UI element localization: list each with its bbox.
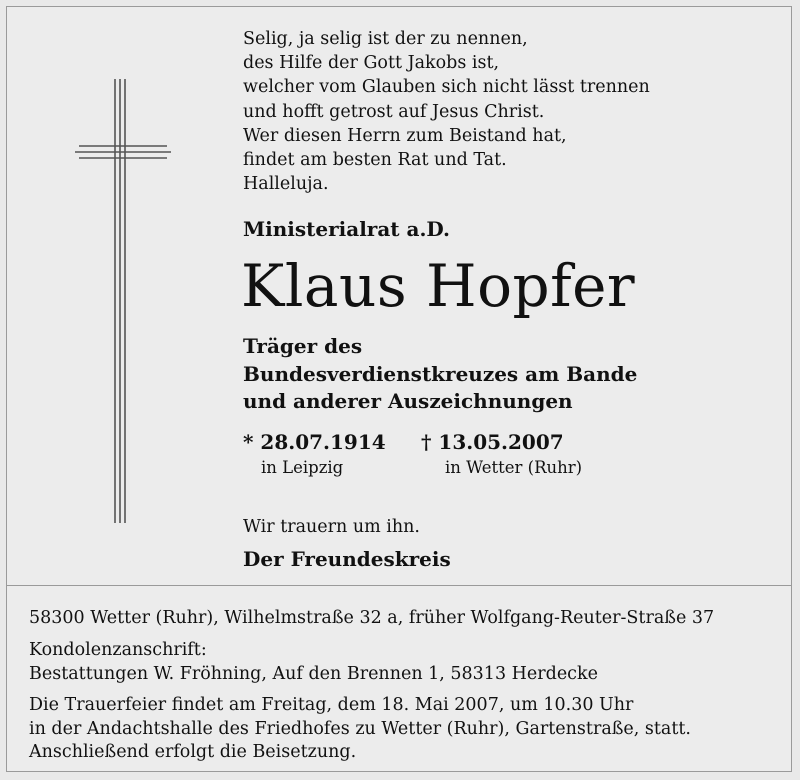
poem-line: welcher vom Glauben sich nicht lässt trennen <box>243 77 650 98</box>
poem-line: Halleluja. <box>243 174 329 195</box>
death-date: † 13.05.2007 <box>421 430 564 454</box>
ceremony-line: in der Andachtshalle des Friedhofes zu Wetter (Ruhr), Gartenstraße, statt. <box>29 718 691 739</box>
mourning-line: Wir trauern um ihn. <box>243 517 420 537</box>
condolence-label: Kondolenzanschrift: <box>29 640 207 660</box>
poem-line: und hofft getrost auf Jesus Christ. <box>243 101 545 122</box>
divider <box>7 585 791 586</box>
poem-line: findet am besten Rat und Tat. <box>243 150 507 171</box>
obituary-notice <box>6 6 792 772</box>
poem <box>243 27 650 196</box>
condolence-block <box>29 639 598 686</box>
deceased-name: Klaus Hopfer <box>241 252 636 320</box>
honors-line: Träger des <box>243 334 363 358</box>
honors <box>243 333 637 416</box>
condolence-address: Bestattungen W. Fröhning, Auf den Brennen 1, 58313 Herdecke <box>29 663 598 684</box>
ceremony-line: Die Trauerfeier findet am Freitag, dem 18. Mai 2007, um 10.30 Uhr <box>29 695 634 715</box>
home-address: 58300 Wetter (Ruhr), Wilhelmstraße 32 a, früher Wolfgang-Reuter-Straße 37 <box>29 608 715 628</box>
ceremony-line: Anschließend erfolgt die Beisetzung. <box>29 742 357 762</box>
honors-line: und anderer Auszeichnungen <box>243 389 573 413</box>
poem-line: Wer diesen Herrn zum Beistand hat, <box>243 125 567 146</box>
poem-line: Selig, ja selig ist der zu nennen, <box>243 29 528 49</box>
signed-by: Der Freundeskreis <box>243 547 451 571</box>
latin-cross-icon <box>73 77 173 527</box>
poem-line: des Hilfe der Gott Jakobs ist, <box>243 53 500 74</box>
birth-date: * 28.07.1914 <box>243 430 386 454</box>
birth-place: in Leipzig <box>261 458 344 477</box>
ceremony-info <box>29 694 691 765</box>
death-place: in Wetter (Ruhr) <box>445 458 583 477</box>
honors-line: Bundesverdienstkreuzes am Bande <box>243 361 638 386</box>
deceased-title: Ministerialrat a.D. <box>243 217 451 241</box>
